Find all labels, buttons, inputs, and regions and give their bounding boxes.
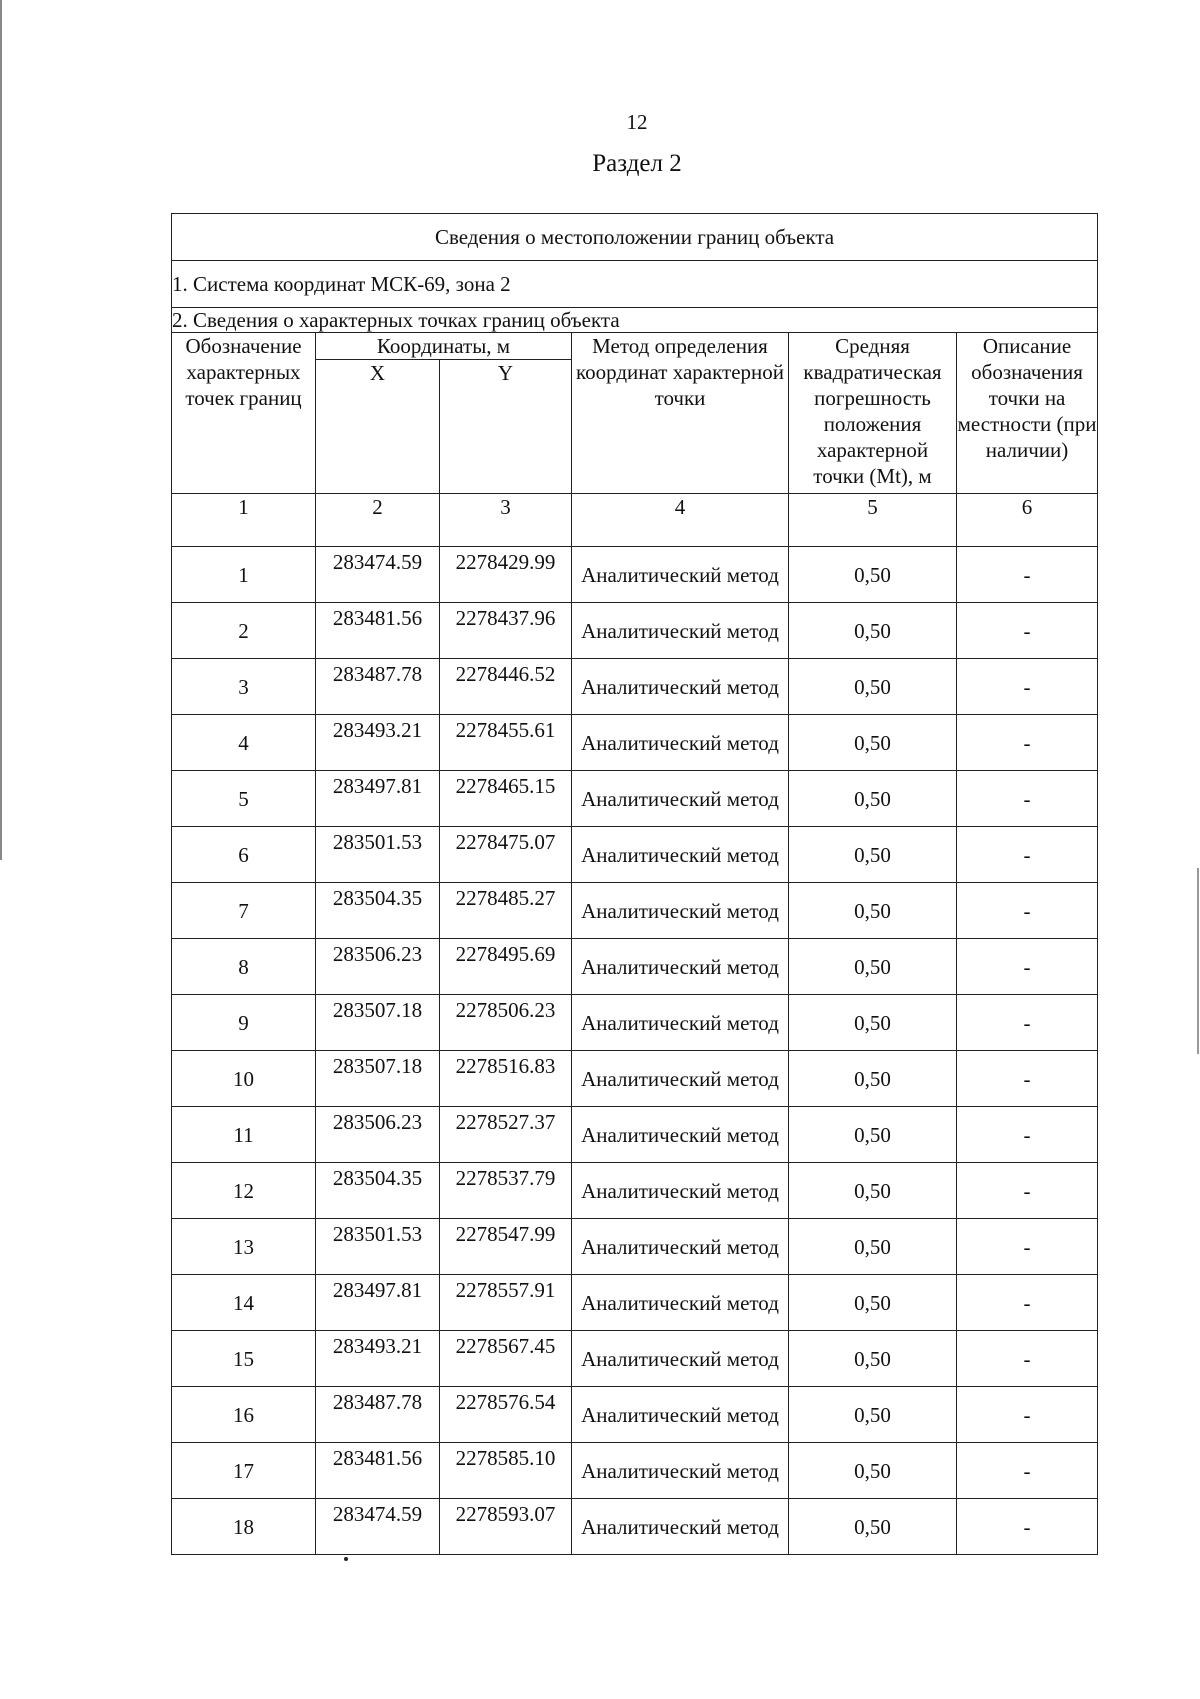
column-number: 1 [172,494,316,547]
header-x: X [316,360,440,494]
point-number: 3 [172,659,316,715]
boundary-points-table [171,213,1098,1555]
table-row [172,715,1098,771]
coord-x: 283501.53 [316,1219,440,1275]
table-row [172,827,1098,883]
mean-square-error: 0,50 [789,827,957,883]
header-error: Средняя квадратическая погрешность положения характерной точки (Mt), м [789,333,957,494]
point-number: 6 [172,827,316,883]
point-description: - [957,1387,1098,1443]
coord-x: 283506.23 [316,1107,440,1163]
scan-edge-right [1197,868,1199,1054]
method: Аналитический метод [572,1443,789,1499]
header-row-1 [172,333,1098,360]
point-description: - [957,827,1098,883]
table-row [172,1499,1098,1555]
coord-y: 2278475.07 [440,827,572,883]
method: Аналитический метод [572,1499,789,1555]
mean-square-error: 0,50 [789,883,957,939]
coord-x: 283506.23 [316,939,440,995]
mean-square-error: 0,50 [789,715,957,771]
point-description: - [957,771,1098,827]
point-number: 15 [172,1331,316,1387]
point-description: - [957,1275,1098,1331]
coord-x: 283507.18 [316,995,440,1051]
column-numbers-row [172,494,1098,547]
method: Аналитический метод [572,1331,789,1387]
table-row [172,1163,1098,1219]
coord-x: 283504.35 [316,883,440,939]
column-number: 6 [957,494,1098,547]
mean-square-error: 0,50 [789,603,957,659]
scan-speck [344,1557,348,1561]
table-row [172,995,1098,1051]
method: Аналитический метод [572,1163,789,1219]
table-title-row [172,214,1098,261]
table-row [172,1051,1098,1107]
method: Аналитический метод [572,1275,789,1331]
table-row [172,603,1098,659]
point-description: - [957,883,1098,939]
point-description: - [957,939,1098,995]
coord-y: 2278516.83 [440,1051,572,1107]
coord-y: 2278593.07 [440,1499,572,1555]
coord-y: 2278455.61 [440,715,572,771]
coord-y: 2278557.91 [440,1275,572,1331]
point-number: 4 [172,715,316,771]
point-description: - [957,1443,1098,1499]
point-number: 7 [172,883,316,939]
point-number: 16 [172,1387,316,1443]
mean-square-error: 0,50 [789,1051,957,1107]
coord-y: 2278446.52 [440,659,572,715]
coord-x: 283487.78 [316,1387,440,1443]
mean-square-error: 0,50 [789,659,957,715]
table-subtitle: 2. Сведения о характерных точках границ объекта [172,308,1098,333]
method: Аналитический метод [572,883,789,939]
point-number: 17 [172,1443,316,1499]
header-description: Описание обозначения точки на местности (при наличии) [957,333,1098,494]
coord-x: 283497.81 [316,771,440,827]
page-number: 12 [626,110,648,134]
point-description: - [957,659,1098,715]
coord-y: 2278567.45 [440,1331,572,1387]
mean-square-error: 0,50 [789,995,957,1051]
table-row [172,939,1098,995]
table-row [172,1331,1098,1387]
method: Аналитический метод [572,1051,789,1107]
coord-x: 283497.81 [316,1275,440,1331]
header-y: Y [440,360,572,494]
mean-square-error: 0,50 [789,1219,957,1275]
column-number: 5 [789,494,957,547]
coord-x: 283487.78 [316,659,440,715]
table-row [172,1443,1098,1499]
point-number: 14 [172,1275,316,1331]
point-number: 5 [172,771,316,827]
point-number: 13 [172,1219,316,1275]
method: Аналитический метод [572,995,789,1051]
table-row [172,659,1098,715]
method: Аналитический метод [572,827,789,883]
table-row [172,1275,1098,1331]
point-description: - [957,1107,1098,1163]
coord-y: 2278576.54 [440,1387,572,1443]
point-description: - [957,1163,1098,1219]
point-description: - [957,1499,1098,1555]
column-number: 2 [316,494,440,547]
method: Аналитический метод [572,547,789,603]
point-description: - [957,995,1098,1051]
mean-square-error: 0,50 [789,1499,957,1555]
method: Аналитический метод [572,715,789,771]
point-number: 12 [172,1163,316,1219]
coord-y: 2278437.96 [440,603,572,659]
coord-y: 2278527.37 [440,1107,572,1163]
method: Аналитический метод [572,659,789,715]
table-row [172,771,1098,827]
coord-x: 283493.21 [316,1331,440,1387]
point-description: - [957,1051,1098,1107]
table-row [172,1219,1098,1275]
point-number: 18 [172,1499,316,1555]
table-title: Сведения о местоположении границ объекта [172,214,1098,261]
point-number: 9 [172,995,316,1051]
mean-square-error: 0,50 [789,1163,957,1219]
coord-y: 2278485.27 [440,883,572,939]
mean-square-error: 0,50 [789,1275,957,1331]
coord-y: 2278465.15 [440,771,572,827]
coord-x: 283481.56 [316,1443,440,1499]
method: Аналитический метод [572,939,789,995]
coord-y: 2278585.10 [440,1443,572,1499]
method: Аналитический метод [572,603,789,659]
coord-y: 2278506.23 [440,995,572,1051]
coord-x: 283474.59 [316,547,440,603]
point-description: - [957,1219,1098,1275]
coord-x: 283507.18 [316,1051,440,1107]
mean-square-error: 0,50 [789,771,957,827]
point-number: 1 [172,547,316,603]
header-coords: Координаты, м [316,333,572,360]
point-number: 8 [172,939,316,995]
header-method: Метод определения координат характерной точки [572,333,789,494]
column-number: 4 [572,494,789,547]
mean-square-error: 0,50 [789,1443,957,1499]
coord-x: 283481.56 [316,603,440,659]
table-row [172,547,1098,603]
method: Аналитический метод [572,771,789,827]
coordinate-system: 1. Система координат МСК-69, зона 2 [172,261,1098,308]
point-description: - [957,603,1098,659]
point-number: 2 [172,603,316,659]
mean-square-error: 0,50 [789,547,957,603]
method: Аналитический метод [572,1387,789,1443]
point-number: 10 [172,1051,316,1107]
section-title: Раздел 2 [592,150,682,177]
coordinate-system-row [172,261,1098,308]
coord-x: 283501.53 [316,827,440,883]
method: Аналитический метод [572,1219,789,1275]
point-description: - [957,1331,1098,1387]
point-number: 11 [172,1107,316,1163]
header-designation: Обозначение характерных точек границ [172,333,316,494]
method: Аналитический метод [572,1107,789,1163]
coord-y: 2278547.99 [440,1219,572,1275]
coord-x: 283474.59 [316,1499,440,1555]
column-number: 3 [440,494,572,547]
coord-y: 2278429.99 [440,547,572,603]
coord-y: 2278495.69 [440,939,572,995]
point-description: - [957,715,1098,771]
table-row [172,1387,1098,1443]
coord-x: 283493.21 [316,715,440,771]
mean-square-error: 0,50 [789,1107,957,1163]
coord-y: 2278537.79 [440,1163,572,1219]
mean-square-error: 0,50 [789,939,957,995]
table-row [172,1107,1098,1163]
subtitle-row [172,308,1098,333]
mean-square-error: 0,50 [789,1331,957,1387]
coord-x: 283504.35 [316,1163,440,1219]
point-description: - [957,547,1098,603]
table-row [172,883,1098,939]
mean-square-error: 0,50 [789,1387,957,1443]
